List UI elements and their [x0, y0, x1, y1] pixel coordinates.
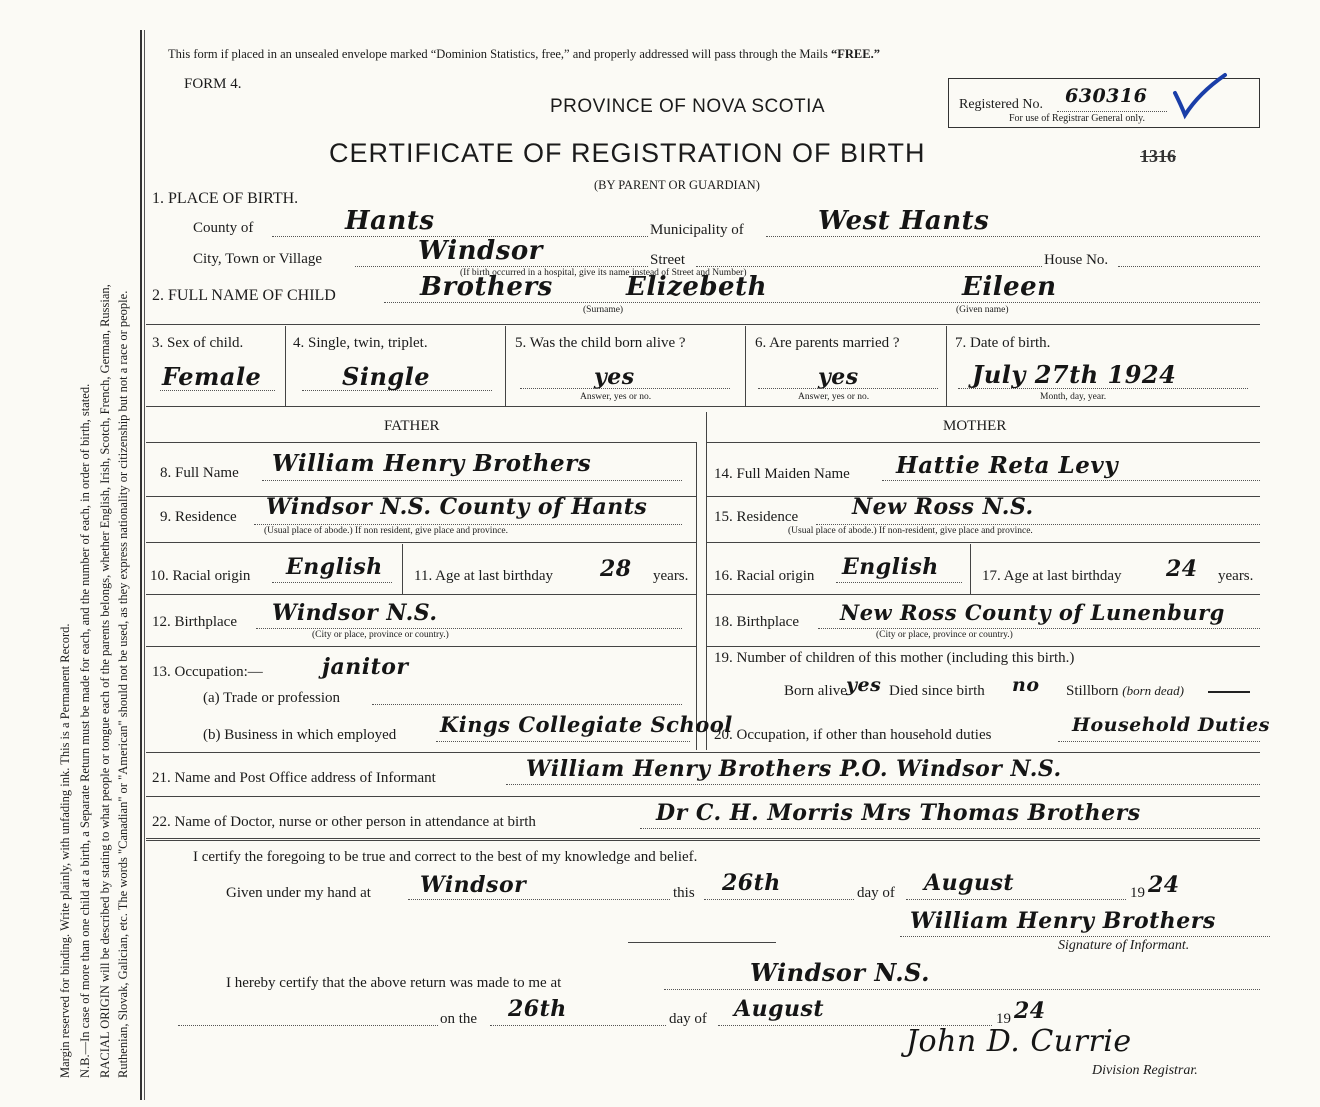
mother-occupation-label: 20. Occupation, if other than household duties: [714, 727, 992, 743]
given-year-suffix: 24: [1148, 872, 1180, 898]
father-heading: FATHER: [384, 418, 440, 434]
registrar-general-note: For use of Registrar General only.: [1009, 113, 1145, 124]
given-place-value: Windsor: [420, 872, 527, 898]
checkmark-icon: [1169, 71, 1229, 121]
left-border: [140, 30, 142, 1100]
registration-day-value: 26th: [508, 996, 567, 1022]
registration-day-of-label: day of: [669, 1011, 707, 1027]
mother-heading: MOTHER: [943, 418, 1007, 434]
father-residence-value: Windsor N.S. County of Hants: [266, 494, 648, 520]
father-age-value: 28: [600, 556, 632, 582]
left-border-inner: [144, 30, 145, 1100]
father-birthplace-caption: (City or place, province or country.): [312, 630, 449, 640]
given-under-label: Given under my hand at: [226, 885, 371, 901]
father-age-label: 11. Age at last birthday: [414, 568, 553, 584]
informant-signature: William Henry Brothers: [910, 908, 1216, 934]
parents-married-caption: Answer, yes or no.: [798, 392, 870, 402]
child-surname-value: Brothers: [420, 272, 553, 302]
child-name-label: 2. FULL NAME OF CHILD: [152, 287, 336, 304]
county-label: County of: [193, 220, 254, 236]
mother-occupation-value: Household Duties: [1072, 714, 1270, 736]
place-of-birth-heading: 1. PLACE OF BIRTH.: [152, 190, 299, 207]
sex-value: Female: [162, 362, 262, 391]
mother-age-label: 17. Age at last birthday: [982, 568, 1122, 584]
father-residence-caption: (Usual place of abode.) If non resident, give place and province.: [264, 526, 508, 536]
form-code: 1316: [1140, 146, 1176, 166]
mother-children-label: 19. Number of children of this mother (including this birth.): [714, 650, 1075, 666]
date-of-birth-caption: Month, day, year.: [1040, 392, 1107, 402]
father-name-label: 8. Full Name: [160, 465, 239, 481]
county-value: Hants: [345, 206, 435, 236]
city-value: Windsor: [418, 236, 543, 266]
registered-no-value: 630316: [1065, 85, 1148, 107]
mother-birthplace-value: New Ross County of Lunenburg: [840, 600, 1225, 625]
single-twin-value: Single: [342, 362, 431, 391]
informant-signature-caption: Signature of Informant.: [1058, 938, 1190, 953]
registration-year-suffix: 24: [1014, 998, 1046, 1024]
given-month-value: August: [924, 870, 1014, 896]
died-since-birth-value: no: [1012, 674, 1040, 696]
margin-note-racial-origin-cont: Ruthenian, Slovak, Galician, etc. The words "Canadian" or "American" should not be used, as they express nationality or citizenship but not a race or people.: [116, 290, 130, 1078]
mother-name-value: Hattie Reta Levy: [896, 452, 1119, 479]
father-occupation-value: janitor: [322, 654, 409, 680]
business-label: (b) Business in which employed: [203, 727, 397, 743]
surname-caption: (Surname): [583, 305, 624, 315]
registrar-signature-caption: Division Registrar.: [1092, 1063, 1198, 1078]
born-alive-label: 5. Was the child born alive ?: [515, 335, 686, 351]
attendant-value: Dr C. H. Morris Mrs Thomas Brothers: [656, 800, 1141, 826]
certificate-title: CERTIFICATE OF REGISTRATION OF BIRTH: [329, 138, 926, 168]
province-heading: PROVINCE OF NOVA SCOTIA: [550, 96, 826, 117]
father-name-value: William Henry Brothers: [272, 450, 592, 477]
divider: [146, 324, 1260, 325]
municipality-label: Municipality of: [650, 222, 744, 238]
father-racial-origin-value: English: [286, 554, 383, 580]
registrar-statement: I hereby certify that the above return was made to me at: [226, 975, 562, 991]
attendant-label: 22. Name of Doctor, nurse or other person in attendance at birth: [152, 814, 536, 830]
stillborn-label: Stillborn (born dead): [1066, 683, 1185, 699]
house-no-label: House No.: [1044, 252, 1109, 268]
father-birthplace-value: Windsor N.S.: [272, 600, 438, 626]
parents-married-label: 6. Are parents married ?: [755, 335, 900, 351]
mother-birthplace-label: 18. Birthplace: [714, 614, 799, 630]
certify-statement: I certify the foregoing to be true and correct to the best of my knowledge and belief.: [193, 849, 698, 865]
margin-note-multiple-births: N.B.—In case of more than one child at a birth, a Separate Return must be made for each, and the number of each, in order of birth, stated.: [78, 383, 92, 1078]
given-day-value: 26th: [722, 870, 781, 896]
born-alive-count-value: yes: [846, 674, 882, 696]
given-name-caption: (Given name): [956, 305, 1009, 315]
day-of-label: day of: [857, 885, 895, 901]
sex-label: 3. Sex of child.: [152, 335, 244, 351]
mother-racial-origin-value: English: [842, 554, 939, 580]
child-given-name-value-2: Eileen: [962, 272, 1057, 302]
mother-age-value: 24: [1166, 556, 1198, 582]
date-of-birth-label: 7. Date of birth.: [955, 335, 1051, 351]
certificate-subtitle: (BY PARENT OR GUARDIAN): [594, 178, 760, 192]
registration-month-value: August: [734, 996, 824, 1022]
single-twin-label: 4. Single, twin, triplet.: [293, 335, 428, 351]
registrar-signature: John D. Currie: [906, 1024, 1132, 1059]
registered-no-label: Registered No.: [959, 97, 1043, 112]
mother-residence-caption: (Usual place of abode.) If non-resident, give place and province.: [788, 526, 1033, 536]
given-year-prefix: 19: [1130, 885, 1145, 901]
mother-racial-origin-label: 16. Racial origin: [714, 568, 815, 584]
born-alive-caption: Answer, yes or no.: [580, 392, 652, 402]
divider: [146, 406, 1260, 407]
died-since-birth-label: Died since birth: [889, 683, 985, 699]
on-the-label: on the: [440, 1011, 478, 1027]
mail-notice: This form if placed in an unsealed envelope marked “Dominion Statistics, free,” and properly addressed will pass through the Mails “FREE.”: [168, 47, 880, 61]
street-label: Street: [650, 252, 685, 268]
registration-box: [948, 78, 1260, 128]
date-of-birth-value: July 27th 1924: [972, 360, 1177, 389]
father-birthplace-label: 12. Birthplace: [152, 614, 237, 630]
mother-name-label: 14. Full Maiden Name: [714, 466, 850, 482]
informant-value: William Henry Brothers P.O. Windsor N.S.: [526, 756, 1062, 782]
child-given-name-value-1: Elizebeth: [626, 272, 768, 302]
father-occupation-label: 13. Occupation:—: [152, 664, 263, 680]
form-number: FORM 4.: [184, 76, 242, 92]
hospital-note: (If birth occurred in a hospital, give its name instead of Street and Number): [460, 268, 747, 278]
mother-age-unit: years.: [1218, 568, 1254, 584]
city-label: City, Town or Village: [193, 251, 323, 267]
parents-married-value: yes: [818, 364, 859, 390]
municipality-value: West Hants: [818, 206, 990, 236]
registration-year-prefix: 19: [996, 1011, 1011, 1027]
margin-note-racial-origin: RACIAL ORIGIN will be described by stating to what people or tongue each of the parents belongs, whether English, Irish, Scotch, French, German, Russian,: [98, 284, 112, 1078]
born-alive-value: yes: [594, 364, 635, 390]
registrar-place-value: Windsor N.S.: [750, 958, 930, 987]
born-alive-count-label: Born alive: [784, 683, 847, 699]
trade-label: (a) Trade or profession: [203, 690, 341, 706]
father-business-value: Kings Collegiate School: [440, 712, 733, 737]
mother-residence-label: 15. Residence: [714, 509, 799, 525]
mother-residence-value: New Ross N.S.: [852, 494, 1034, 520]
this-label: this: [673, 885, 695, 901]
father-racial-origin-label: 10. Racial origin: [150, 568, 251, 584]
mother-birthplace-caption: (City or place, province or country.): [876, 630, 1013, 640]
father-residence-label: 9. Residence: [160, 509, 237, 525]
margin-note-binding: Margin reserved for binding. Write plainly, with unfading ink. This is a Permanent Record.: [58, 623, 72, 1078]
informant-label: 21. Name and Post Office address of Informant: [152, 770, 436, 786]
father-age-unit: years.: [653, 568, 689, 584]
